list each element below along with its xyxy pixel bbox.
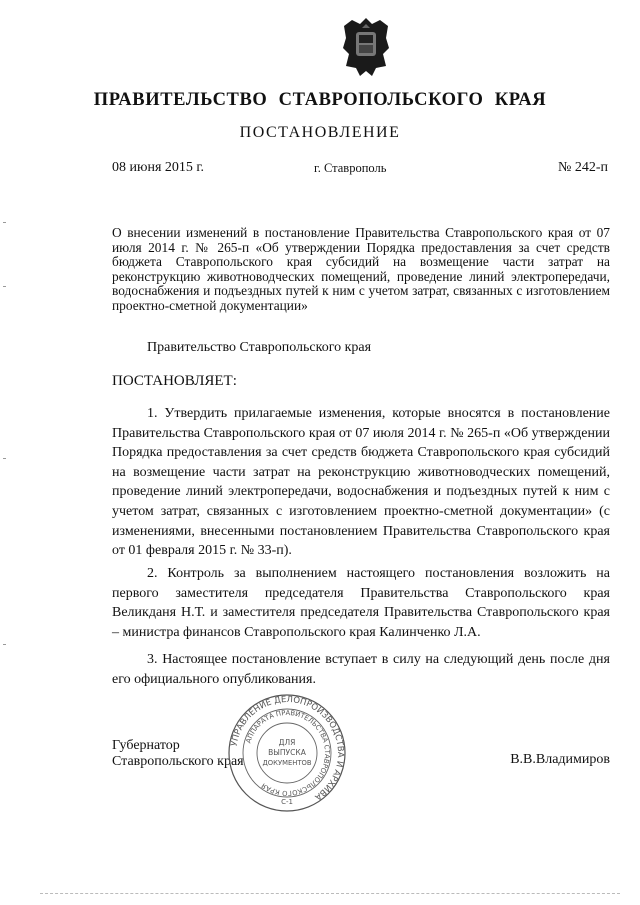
stamp-code: С-1 [281,798,293,806]
document-city: г. Ставрополь [314,161,387,175]
coat-of-arms-icon [340,16,392,78]
stamp-center-line-3: ДОКУМЕНТОВ [262,759,312,767]
stamp-outer-text: УПРАВЛЕНИЕ ДЕЛОПРОИЗВОДСТВА И АРХИВА [229,694,346,802]
margin-mark [3,644,6,645]
document-type: ПОСТАНОВЛЕНИЕ [239,124,401,141]
document-date: 08 июня 2015 г. [112,160,205,175]
decrees-heading: ПОСТАНОВЛЯЕТ: [112,373,237,389]
document-subject: О внесении изменений в постановление Правительства Ставропольского края от 07 июля 2014 г. № 265-п «Об утверждении Порядка предоставления за счет средств бюджета Ставропольского края субсидий на возмещение части затрат на реконструкцию животноводческих помещений, проведение линий электропередачи, водоснабжения и подъездных путей к ним с учетом затрат, связанных с изготовлением проектно-сметной документации» [112,225,610,313]
document-number: № 242-п [557,160,608,175]
signer-position [112,738,244,770]
official-stamp [226,692,348,814]
stamp-center-line-2: ВЫПУСКА [268,748,306,757]
bottom-scan-line [40,893,620,895]
margin-mark [3,286,6,287]
paragraph-3: 3. Настоящее постановление вступает в силу на следующий день после дня его официального опубликования. [112,652,610,687]
signer-position-line-2: Ставропольского края [112,754,244,769]
issuing-body: Правительство Ставропольского края [147,340,372,355]
margin-mark [3,458,6,459]
signer-name: В.В.Владимиров [510,752,610,767]
stamp-inner-text: АППАРАТА ПРАВИТЕЛЬСТВА СТАВРОПОЛЬСКОГО КРАЯ [244,708,332,798]
margin-mark [3,222,6,223]
signer-position-line-1: Губернатор [112,738,180,753]
government-title: ПРАВИТЕЛЬСТВО СТАВРОПОЛЬСКОГО КРАЯ [93,90,547,110]
stamp-center-line-1: ДЛЯ [278,738,296,747]
paragraph-2: 2. Контроль за выполнением настоящего постановления возложить на первого заместителя председателя Правительства Ставропольского края Великданя Н.Т. и заместителя председателя Правительства Ставропольского края – министра финансов Ставропольского края Калинченко Л.А. [112,566,610,640]
paragraph-1: 1. Утвердить прилагаемые изменения, которые вносятся в постановление Правительства Ставропольского края от 07 июля 2014 г. № 265-п «Об утверждении Порядка предоставления за счет средств бюджета Ставропольского края субсидий на возмещение части затрат на реконструкцию животноводческих помещений, проведение линий электропередачи, водоснабжения и подъездных путей к ним с учетом затрат, связанных с изготовлением проектно-сметной документации» (с изменениями, внесенными постановлением Правительства Ставропольского края от 01 февраля 2015 г. № 33-п). [112,406,610,559]
